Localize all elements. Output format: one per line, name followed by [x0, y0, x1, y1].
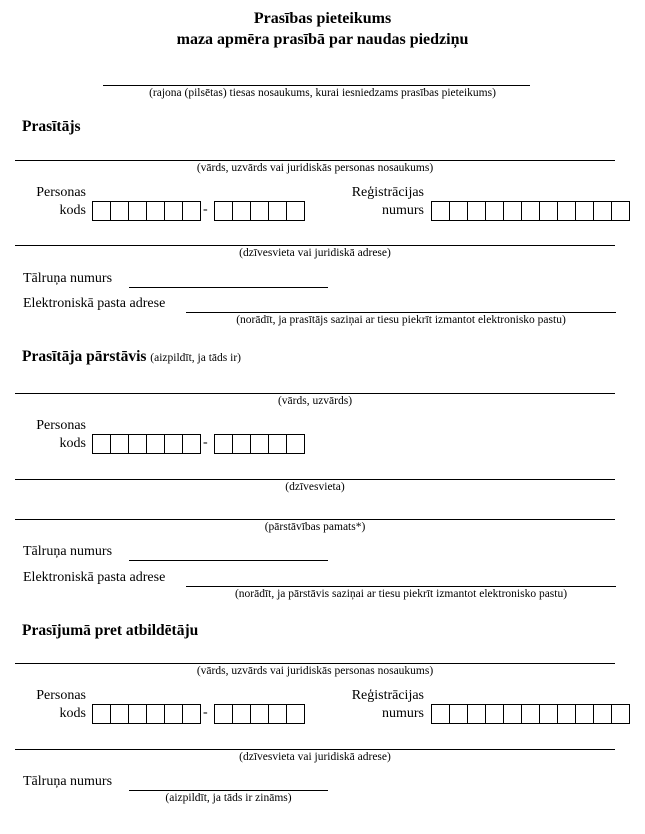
representative-heading-note: (aizpildīt, ja tāds ir) [150, 352, 241, 364]
representative-email-label: Elektroniskā pasta adrese [23, 570, 166, 585]
plaintiff-personal-code-label-2: kods [59, 203, 86, 218]
defendant-name-caption: (vārds, uzvārds vai juridiskās personas nosaukums) [196, 665, 434, 677]
plaintiff-address-caption: (dzīvesvieta vai juridiskā adrese) [239, 247, 391, 259]
representative-residence-field[interactable] [15, 479, 615, 480]
defendant-phone-label: Tālruņa numurs [23, 774, 113, 789]
plaintiff-name-field[interactable] [15, 160, 615, 161]
plaintiff-personal-code-label: Personas [36, 185, 86, 200]
plaintiff-personal-code-part1[interactable] [92, 201, 201, 221]
representative-basis-caption: (pārstāvības pamats*) [264, 521, 366, 533]
representative-code-dash: - [203, 435, 208, 450]
defendant-reg-number-label: Reģistrācijas [351, 688, 424, 703]
defendant-code-dash: - [203, 705, 208, 720]
defendant-personal-code-label: Personas [36, 688, 86, 703]
defendant-personal-code-part2[interactable] [214, 704, 305, 724]
plaintiff-heading: Prasītājs [22, 118, 81, 135]
defendant-personal-code-part1[interactable] [92, 704, 201, 724]
representative-heading [22, 348, 241, 366]
representative-personal-code-label: Personas [36, 418, 86, 433]
plaintiff-name-caption: (vārds, uzvārds vai juridiskās personas nosaukums) [196, 162, 434, 174]
court-name-caption: (rajona (pilsētas) tiesas nosaukums, kurai iesniedzams prasības pieteikums) [149, 87, 496, 99]
plaintiff-address-field[interactable] [15, 245, 615, 246]
defendant-name-field[interactable] [15, 663, 615, 664]
representative-heading-text: Prasītāja pārstāvis [22, 348, 147, 365]
defendant-address-caption: (dzīvesvieta vai juridiskā adrese) [239, 751, 391, 763]
representative-personal-code-part2[interactable] [214, 434, 305, 454]
court-name-field[interactable] [103, 85, 530, 86]
plaintiff-reg-number-label: Reģistrācijas [351, 185, 424, 200]
representative-email-field[interactable] [186, 586, 616, 587]
defendant-phone-field[interactable] [129, 790, 328, 791]
representative-personal-code-part1[interactable] [92, 434, 201, 454]
plaintiff-phone-label: Tālruņa numurs [23, 271, 113, 286]
representative-personal-code-label-2: kods [59, 436, 86, 451]
representative-name-caption: (vārds, uzvārds) [277, 395, 353, 407]
defendant-reg-number-label-2: numurs [382, 706, 424, 721]
defendant-reg-number-boxes[interactable] [431, 704, 630, 724]
form-title-line1: Prasības pieteikums [253, 10, 392, 27]
defendant-personal-code-label-2: kods [59, 706, 86, 721]
representative-email-caption: (norādīt, ja pārstāvis saziņai ar tiesu piekrīt izmantot elektronisko pastu) [234, 588, 568, 600]
plaintiff-reg-number-boxes[interactable] [431, 201, 630, 221]
plaintiff-phone-field[interactable] [129, 287, 328, 288]
plaintiff-email-label: Elektroniskā pasta adrese [23, 296, 166, 311]
representative-basis-field[interactable] [15, 519, 615, 520]
representative-phone-label: Tālruņa numurs [23, 544, 113, 559]
plaintiff-email-field[interactable] [186, 312, 616, 313]
plaintiff-code-dash: - [203, 202, 208, 217]
representative-phone-field[interactable] [129, 560, 328, 561]
defendant-phone-caption: (aizpildīt, ja tāds ir zināms) [165, 792, 292, 804]
plaintiff-reg-number-label-2: numurs [382, 203, 424, 218]
representative-name-field[interactable] [15, 393, 615, 394]
plaintiff-email-caption: (norādīt, ja prasītājs saziņai ar tiesu piekrīt izmantot elektronisko pastu) [236, 314, 566, 326]
defendant-heading: Prasījumā pret atbildētāju [22, 622, 199, 639]
representative-residence-caption: (dzīvesvieta) [285, 481, 345, 493]
plaintiff-personal-code-part2[interactable] [214, 201, 305, 221]
defendant-address-field[interactable] [15, 749, 615, 750]
form-title-line2: maza apmēra prasībā par naudas piedziņu [176, 31, 469, 48]
